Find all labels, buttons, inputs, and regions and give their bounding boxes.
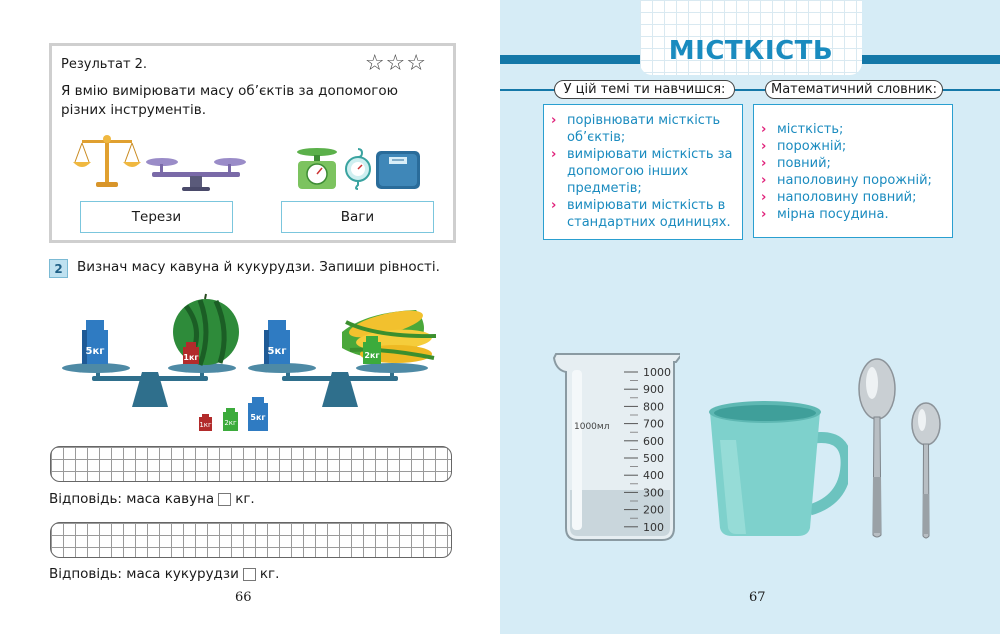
vocab-header-text: Математичний словник:	[770, 82, 937, 97]
learn-item: › вимірювати місткість в стандартних одиницях.	[551, 198, 731, 230]
vocab-item: › наполовину повний;	[761, 190, 917, 205]
beaker-scale-label: 900	[643, 383, 664, 397]
loose-weight-1kg: 1кг	[199, 421, 212, 429]
vocab-item-text: наполовину порожній;	[777, 173, 932, 188]
answer-grid-1[interactable]	[50, 446, 452, 482]
title-band-left	[500, 55, 640, 64]
beaker-capacity-label: 1000мл	[574, 422, 610, 432]
task-number: 2	[49, 259, 68, 278]
vocab-item: › наполовину порожній;	[761, 173, 932, 188]
right-page	[500, 0, 1000, 634]
loose-weight-5kg: 5кг	[250, 413, 266, 422]
vocab-item-text: наполовину повний;	[777, 190, 917, 205]
beaker-scale-label: 200	[643, 503, 664, 517]
answer-watermelon-text: Відповідь: маса кавуна	[49, 491, 215, 507]
beaker-scale-label: 800	[643, 400, 664, 414]
learn-header	[554, 80, 735, 99]
watermelon-scale	[60, 292, 240, 410]
weight-label-2kg-right: 2кг	[364, 351, 380, 360]
answer-corn-box[interactable]	[243, 568, 256, 581]
vocab-item: › порожній;	[761, 139, 847, 154]
measuring-beaker	[550, 350, 680, 545]
vocab-item: › повний;	[761, 156, 831, 171]
learn-item-text: вимірювати місткість за допомогою інших предметів;	[567, 147, 733, 196]
beaker-scale-label: 700	[643, 417, 664, 431]
hanging-scale-icon	[344, 147, 372, 191]
title-card	[640, 0, 862, 75]
label-scales-text: Ваги	[340, 209, 375, 225]
cup-icon	[706, 400, 848, 540]
vocab-item: › мірна посудина.	[761, 207, 889, 222]
page-number-left: 66	[235, 590, 252, 605]
beaker-scale-label: 100	[643, 520, 664, 534]
pill-line-left	[500, 89, 555, 91]
vocab-item-text: мірна посудина.	[777, 207, 889, 222]
label-balance-scale-text: Терези	[131, 209, 182, 225]
vocab-list	[753, 104, 953, 238]
label-balance-scale	[80, 201, 233, 233]
page-title: МІСТКІСТЬ	[668, 36, 834, 66]
task-text: Визнач масу кавуна й кукурудзи. Запиши рівності.	[77, 259, 440, 275]
answer-watermelon-unit: кг.	[235, 491, 255, 507]
teaspoon-icon	[910, 402, 942, 540]
loose-weight-2kg: 2кг	[224, 419, 237, 427]
loose-weights	[196, 396, 276, 434]
learn-item: › вимірювати місткість за допомогою інших предметів;	[551, 147, 733, 196]
bathroom-scale-icon	[375, 150, 421, 190]
vocab-item: › місткість;	[761, 122, 844, 137]
result-text: Я вмію вимірювати масу об’єктів за допомогою різних інструментів.	[61, 83, 399, 118]
beaker-scale-label: 500	[643, 452, 664, 465]
vocab-item-text: порожній;	[777, 139, 847, 154]
beaker-scale-label: 1000	[643, 366, 671, 379]
result-box	[49, 43, 456, 243]
pan-scale-icon	[144, 154, 249, 194]
learn-item: › порівнювати місткість об’єктів;	[551, 113, 721, 145]
vocab-item-text: повний;	[777, 156, 831, 171]
pill-line-mid	[735, 89, 765, 91]
learn-item-text: порівнювати місткість об’єктів;	[567, 113, 721, 145]
tablespoon-icon	[856, 357, 898, 539]
title-band-right	[862, 55, 1000, 64]
answer-corn-text: Відповідь: маса кукурудзи	[49, 566, 239, 582]
corn-scale	[246, 292, 446, 410]
weight-label-1kg-left: 1кг	[183, 353, 199, 362]
rating-stars[interactable]: ☆☆☆	[364, 51, 427, 76]
balance-scale-icon	[72, 132, 142, 192]
learn-header-text: У цій темі ти навчишся:	[563, 82, 726, 97]
weight-label-5kg-right: 5кг	[267, 346, 287, 357]
pill-line-right	[942, 89, 1000, 91]
beaker-scale-label: 400	[643, 469, 664, 483]
beaker-scale-label: 300	[643, 486, 664, 500]
kitchen-scale-icon	[294, 147, 340, 191]
answer-watermelon	[49, 491, 255, 507]
label-scales	[281, 201, 434, 233]
result-title: Результат 2.	[61, 57, 148, 72]
answer-watermelon-box[interactable]	[218, 493, 231, 506]
beaker-scale-label: 600	[643, 434, 664, 448]
vocab-item-text: місткість;	[777, 122, 844, 137]
answer-corn-unit: кг.	[259, 566, 280, 582]
answer-grid-2[interactable]	[50, 522, 452, 558]
learn-item-text: вимірювати місткість в стандартних одиницях.	[567, 198, 731, 230]
learn-list	[543, 104, 743, 240]
page-number-right: 67	[749, 590, 766, 605]
weight-label-5kg-left: 5кг	[85, 346, 105, 357]
answer-corn	[49, 566, 279, 582]
vocab-header	[765, 80, 943, 99]
